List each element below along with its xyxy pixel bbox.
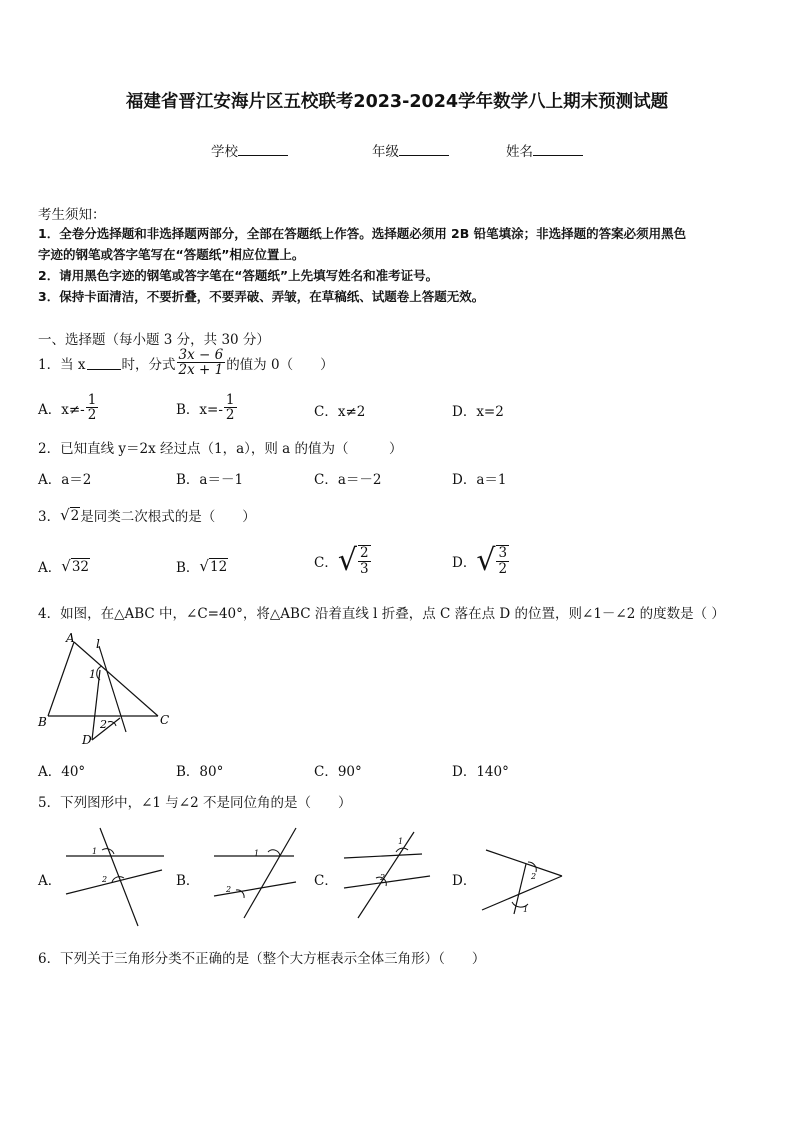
question-4: 4．如图，在△ABC 中，∠C=40°，将△ABC 沿着直线 l 折叠，点 C 落在点 D 的位置，则∠1－∠2 的度数是（ ） [38,606,725,622]
question-5: 5．下列图形中，∠1 与∠2 不是同位角的是（ ） [38,795,352,811]
q1-option-d[interactable]: D．x=2 [452,404,504,420]
q3-d-den: 2 [498,560,508,577]
q5-option-a-label[interactable]: A． [38,873,62,889]
q1-option-a-label: A．x≠- [38,401,85,418]
q4-label-b: B [38,715,47,729]
q1-pre: 1．当 x [38,356,86,373]
q4-option-d[interactable]: D．140° [452,764,509,780]
q3-option-a-label: A． [38,560,62,576]
q2-option-b[interactable]: B．a＝－1 [176,472,244,488]
q2-option-d[interactable]: D．a＝1 [452,472,507,488]
q2-option-a[interactable]: A．a＝2 [38,472,92,488]
name-blank [533,143,583,156]
radical-sign-icon: √ [476,543,496,578]
q4-option-b[interactable]: B．80° [176,764,224,780]
q3-c-fraction [358,545,371,575]
q1-mid: 时，分式 [121,356,176,373]
q4-label-c: C [160,713,170,727]
q5-c-angle-2: 2 [380,873,386,882]
q4-label-l: l [96,637,100,651]
q1-option-a-fraction [86,393,99,422]
q1-fraction-numerator: 3x − 6 [178,347,224,363]
q1-fraction-denominator: 2x + 1 [178,362,224,379]
q1-option-b[interactable] [176,393,238,422]
q3-a-radicand: 32 [71,558,89,575]
q1-b-num: 1 [225,392,235,408]
section-heading: 一、选择题（每小题 3 分，共 30 分） [38,332,270,348]
q3-option-b-label: B． [176,560,200,576]
school-blank [238,143,288,156]
question-2: 2．已知直线 y＝2x 经过点（1，a），则 a 的值为（ ） [38,441,403,457]
name-field [506,140,583,160]
grade-field [372,140,449,160]
notice-item-1-line-1: 1．全卷分选择题和非选择题两部分，全部在答题纸上作答。选择题必须用 2B 铅笔填涂；非选择题的答案必须用黑色 [38,226,687,241]
school-field [211,140,288,160]
q5-a-angle-1: 1 [92,847,98,856]
notice-item-1-line-2: 字迹的钢笔或答字笔写在“答题纸”相应位置上。 [38,247,305,262]
q4-triangle-figure [36,630,176,748]
q3-d-fraction [496,545,509,575]
q1-option-b-label: B．x=- [176,401,223,418]
q5-b-angle-2: 2 [226,885,232,894]
notice-item-2: 2．请用黑色字迹的钢笔或答字笔在“答题纸”上先填写姓名和准考证号。 [38,268,439,283]
question-3 [38,505,256,525]
name-label: 姓名 [506,144,533,160]
grade-label: 年级 [372,144,399,160]
q1-option-b-fraction [224,393,237,422]
q5-figure-b [212,826,302,922]
q5-c-angle-1: 1 [398,837,404,846]
q4-label-d: D [82,733,92,747]
q4-option-c[interactable]: C．90° [314,764,362,780]
q5-b-angle-1: 1 [254,849,260,858]
notice-item-3: 3．保持卡面清洁，不要折叠，不要弄破、弄皱，在草稿纸、试题卷上答题无效。 [38,289,485,304]
q3-option-c[interactable] [314,543,372,578]
q5-d-angle-2: 2 [531,872,537,881]
radical-sign-icon: √ [61,557,71,575]
q1-option-a[interactable] [38,393,99,422]
q4-label-angle-1: 1 [89,668,96,681]
q4-option-a[interactable]: A．40° [38,764,86,780]
q1-blank [87,355,121,370]
q1-post: 的值为 0（ ） [226,356,334,373]
q5-option-d-label[interactable]: D． [452,873,477,889]
q5-option-b-label[interactable]: B． [176,873,200,889]
q3-option-c-label: C． [314,554,338,571]
q5-option-c-label[interactable]: C． [314,873,338,889]
grade-blank [399,143,449,156]
q1-a-den: 2 [87,407,97,424]
school-label: 学校 [211,144,238,160]
q5-figure-c [340,830,440,922]
q2-option-c[interactable]: C．a＝－2 [314,472,382,488]
q4-label-a: A [66,631,75,645]
q3-radicand: 2 [70,507,80,524]
q3-d-num: 3 [498,545,508,562]
notice-heading: 考生须知： [38,207,106,223]
q3-c-den: 3 [359,560,369,577]
q3-option-d[interactable] [452,543,510,578]
q3-stem: 是同类二次根式的是（ ） [80,509,256,525]
question-1 [38,348,334,377]
q3-option-a[interactable] [38,556,90,576]
q3-c-num: 2 [359,545,369,562]
q5-figure-a [62,824,166,930]
q1-fraction [177,348,226,377]
q3-number: 3． [38,509,61,525]
radical-sign-icon: √ [337,543,357,578]
question-6: 6．下列关于三角形分类不正确的是（整个大方框表示全体三角形）（ ） [38,951,486,967]
q5-figure-d [478,836,568,916]
page-title: 福建省晋江安海片区五校联考2023-2024学年数学八上期末预测试题 [125,92,669,112]
q4-label-angle-2: 2 [100,718,107,731]
radical-sign-icon: √ [60,506,70,524]
q3-b-radicand: 12 [209,558,228,575]
q1-b-den: 2 [225,407,235,424]
q5-d-angle-1: 1 [523,905,529,914]
q3-option-b[interactable] [176,556,228,576]
q5-a-angle-2: 2 [102,875,108,884]
q1-option-c[interactable]: C．x≠2 [314,404,366,420]
q3-option-d-label: D． [452,554,477,571]
q1-a-num: 1 [87,392,97,408]
radical-sign-icon: √ [199,557,209,575]
